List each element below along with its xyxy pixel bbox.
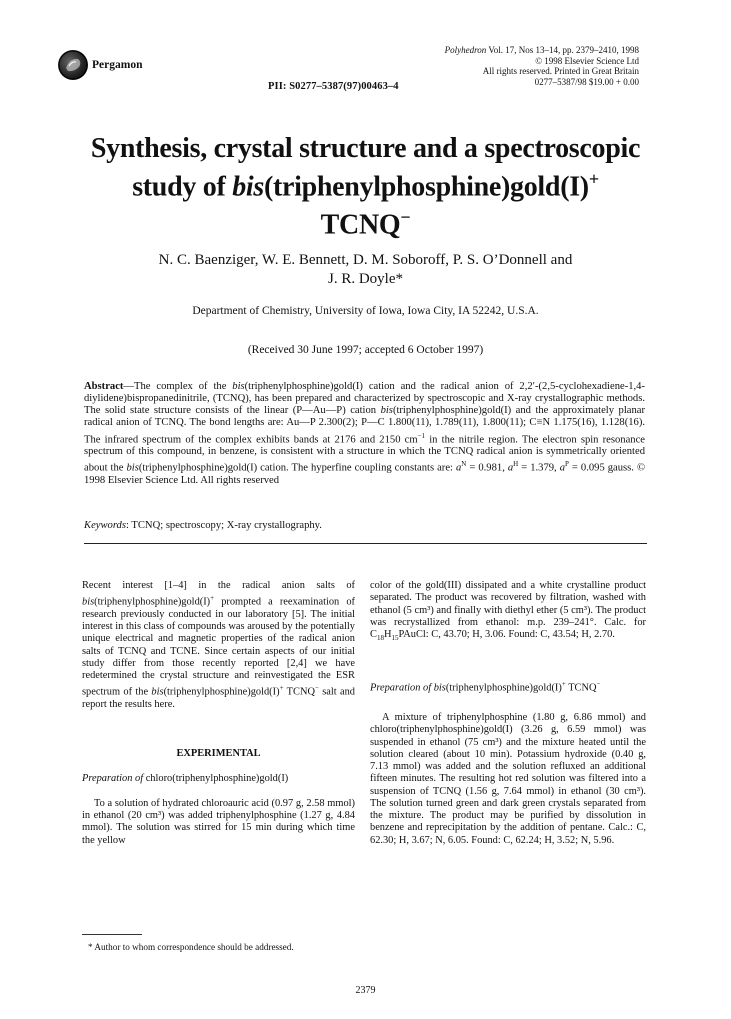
body-text: TCNQ (283, 686, 315, 698)
subsection-superscript: + (561, 680, 566, 689)
intro-paragraph (82, 580, 355, 711)
body-italic: bis (82, 596, 95, 608)
body-text: Recent interest [1–4] in the radical anion salts of (82, 580, 355, 591)
abstract-text: —The complex of the (123, 381, 233, 392)
title-italic: bis (232, 171, 264, 203)
continuation-paragraph (370, 580, 646, 644)
subsection-italic: Preparation of (82, 772, 144, 784)
affiliation: Department of Chemistry, University of Iowa, Iowa City, IA 52242, U.S.A. (192, 305, 539, 317)
body-superscript: − (314, 684, 319, 693)
body-subscript: 18 (376, 634, 384, 643)
keywords-label: Keywords (84, 520, 126, 531)
subsection-heading (82, 773, 355, 785)
body-italic: bis (151, 686, 164, 698)
body-text: (triphenylphosphine)gold(I) (163, 686, 280, 698)
abstract-label: Abstract (84, 381, 124, 392)
constant-superscript: H (513, 460, 519, 469)
constant-symbol: a (456, 463, 462, 474)
copyright-line: © 1998 Elsevier Science Ltd (535, 55, 639, 66)
body-text: salt and report the results here. (82, 686, 355, 711)
subsection-heading (370, 678, 646, 695)
keywords (84, 520, 645, 531)
journal-info (445, 45, 639, 87)
authors-line-2: J. R. Doyle* (328, 271, 403, 287)
abstract-italic: bis (380, 405, 393, 417)
abstract-italic: bis (232, 381, 245, 392)
title-line-3 (60, 202, 671, 240)
column-right (370, 580, 646, 847)
body-text: prompted a reexamination of research previously conducted in our laboratory [5]. The initial interest in this class of compounds was aroused by the potentially unique electrical and magnetic properties of the radical anion salts of TCNQ and TCNE. Since certain aspects of our initial study differ from those recently reported [2,4] we have redetermined the crystal structure and reinvestigated the ESR spectrum of the (82, 596, 355, 698)
price-line: 0277–5387/98 $19.00 + 0.00 (534, 76, 639, 87)
authors-line-1: N. C. Baenziger, W. E. Bennett, D. M. Soboroff, P. S. O’Donnell and (158, 252, 573, 268)
subsection-text: TCNQ (565, 682, 597, 694)
constant-superscript: N (461, 460, 467, 469)
abstract-text: (triphenylphosphine)gold(I) cation. The hyperfine coupling constants are: (138, 463, 456, 474)
abstract-text: = 0.095 gauss. © 1998 Elsevier Science Ltd. All rights reserved (84, 463, 646, 487)
author-list (80, 251, 651, 289)
subsection-text: chloro(triphenylphosphine)gold(I) (143, 772, 289, 784)
pii-code: PII: S0277–5387(97)00463–4 (268, 81, 399, 92)
abstract-superscript: −1 (417, 431, 426, 440)
subsection-text: (triphenylphosphine)gold(I) (445, 682, 562, 694)
body-superscript: + (210, 594, 215, 603)
column-left (82, 580, 355, 847)
journal-name: Polyhedron (444, 45, 487, 55)
body-text: PAuCl: C, 43.70; H, 3.06. Found: C, 43.54; H, 2.70. (398, 629, 615, 640)
abstract (84, 381, 645, 487)
abstract-text: in the nitrile region. The electron spin resonance spectrum of this compound, in benzene, is consistent with a structure in which the TCNQ radical anion is symmetrically oriented about the (84, 434, 645, 474)
title-text: study of (132, 171, 233, 203)
abstract-text: (triphenylphosphine)gold(I) and the approximately planar radical anion of TCNQ. The bond lengths are: Au—P 2.300(2); P—C 1.800(11), 1.789(11), 1.800(11); C≡N 1.175(16), 1.128(16). The infrared spectrum of the complex exhibits bands at 2176 and 2150 cm (84, 405, 645, 446)
subsection-italic: Preparation of bis (370, 682, 446, 694)
experimental-paragraph: To a solution of hydrated chloroauric acid (0.97 g, 2.58 mmol) in ethanol (20 cm³) was added triphenylphosphine (1.27 g, 4.84 mmol). The solution was stirred for 15 min during which time the yellow (82, 797, 355, 846)
rights-line: All rights reserved. Printed in Great Britain (482, 66, 639, 77)
constant-symbol: a (507, 463, 514, 474)
body-text: color of the gold(III) dissipated and a white crystalline product separated. The product was recovered by filtration, washed with ethanol (5 cm³) and finally with diethyl ether (5 cm³). The product was recrystallized from ethanol: m.p. 239–241°. Calc. for C (370, 580, 646, 640)
abstract-italic: bis (126, 463, 139, 474)
section-heading-experimental: EXPERIMENTAL (176, 748, 261, 760)
journal-volume: Vol. 17, Nos 13–14, pp. 2379–2410, 1998 (486, 45, 639, 55)
subsection-superscript: − (596, 680, 601, 689)
title-line-2 (60, 164, 671, 202)
title-text: TCNQ (320, 209, 401, 241)
constant-symbol: a (559, 463, 566, 474)
keywords-text: : TCNQ; spectroscopy; X-ray crystallography. (125, 520, 322, 531)
footnote: * Author to whom correspondence should be addressed. (88, 942, 294, 952)
page-number: 2379 (355, 985, 376, 996)
abstract-text: = 0.981, (466, 463, 508, 474)
body-text: (triphenylphosphine)gold(I) (94, 596, 211, 608)
title-text: (triphenylphosphine)gold(I) (263, 171, 589, 203)
section-divider (84, 543, 647, 544)
footnote-rule (82, 934, 142, 935)
body-text: H (383, 629, 392, 640)
received-dates: (Received 30 June 1997; accepted 6 October 1997) (247, 344, 484, 356)
body-subscript: 15 (391, 634, 399, 643)
paper-title (60, 134, 671, 241)
body-superscript: + (279, 684, 284, 693)
abstract-text: = 1.379, (518, 463, 560, 474)
abstract-text: (triphenylphosphine)gold(I) cation and the radical anion of 2,2′-(2,5-cyclohexadiene-1,4-diylidene)bispropanedinitrile, (TCNQ), has been prepared and characterized by spectroscopic and X-ray crystallographic methods. The solid state structure consists of the linear (P—Au—P) cation (84, 381, 645, 417)
title-line-1: Synthesis, crystal structure and a spectroscopic (90, 133, 641, 164)
title-superscript: + (588, 169, 599, 189)
preparation-paragraph: A mixture of triphenylphosphine (1.80 g, 6.86 mmol) and chloro(triphenylphosphine)gold(I) (3.26 g, 6.59 mmol) was suspended in ethanol (75 cm³) and the mixture heated until the solution cleared (about 10 min). Potassium hydroxide (0.40 g, 7.13 mmol) was added and the solution refluxed an additional fifteen minutes. The resulting hot red solution was filtered into a suspension of TCNQ (1.56 g, 7.64 mmol) in ethanol (30 cm³). The solution turned green and dark green crystals separated from the mixture. The product may be purified by dissolution in benzene and reprecipitation by the addition of pentane. Calc.: C, 62.30; H, 3.67; N, 6.05. Found: C, 62.24; H, 3.52; N, 5.96. (370, 712, 646, 846)
publisher-name: Pergamon (92, 59, 143, 71)
title-superscript: − (400, 207, 411, 228)
pergamon-logo-icon (58, 50, 88, 80)
constant-superscript: P (565, 460, 569, 469)
